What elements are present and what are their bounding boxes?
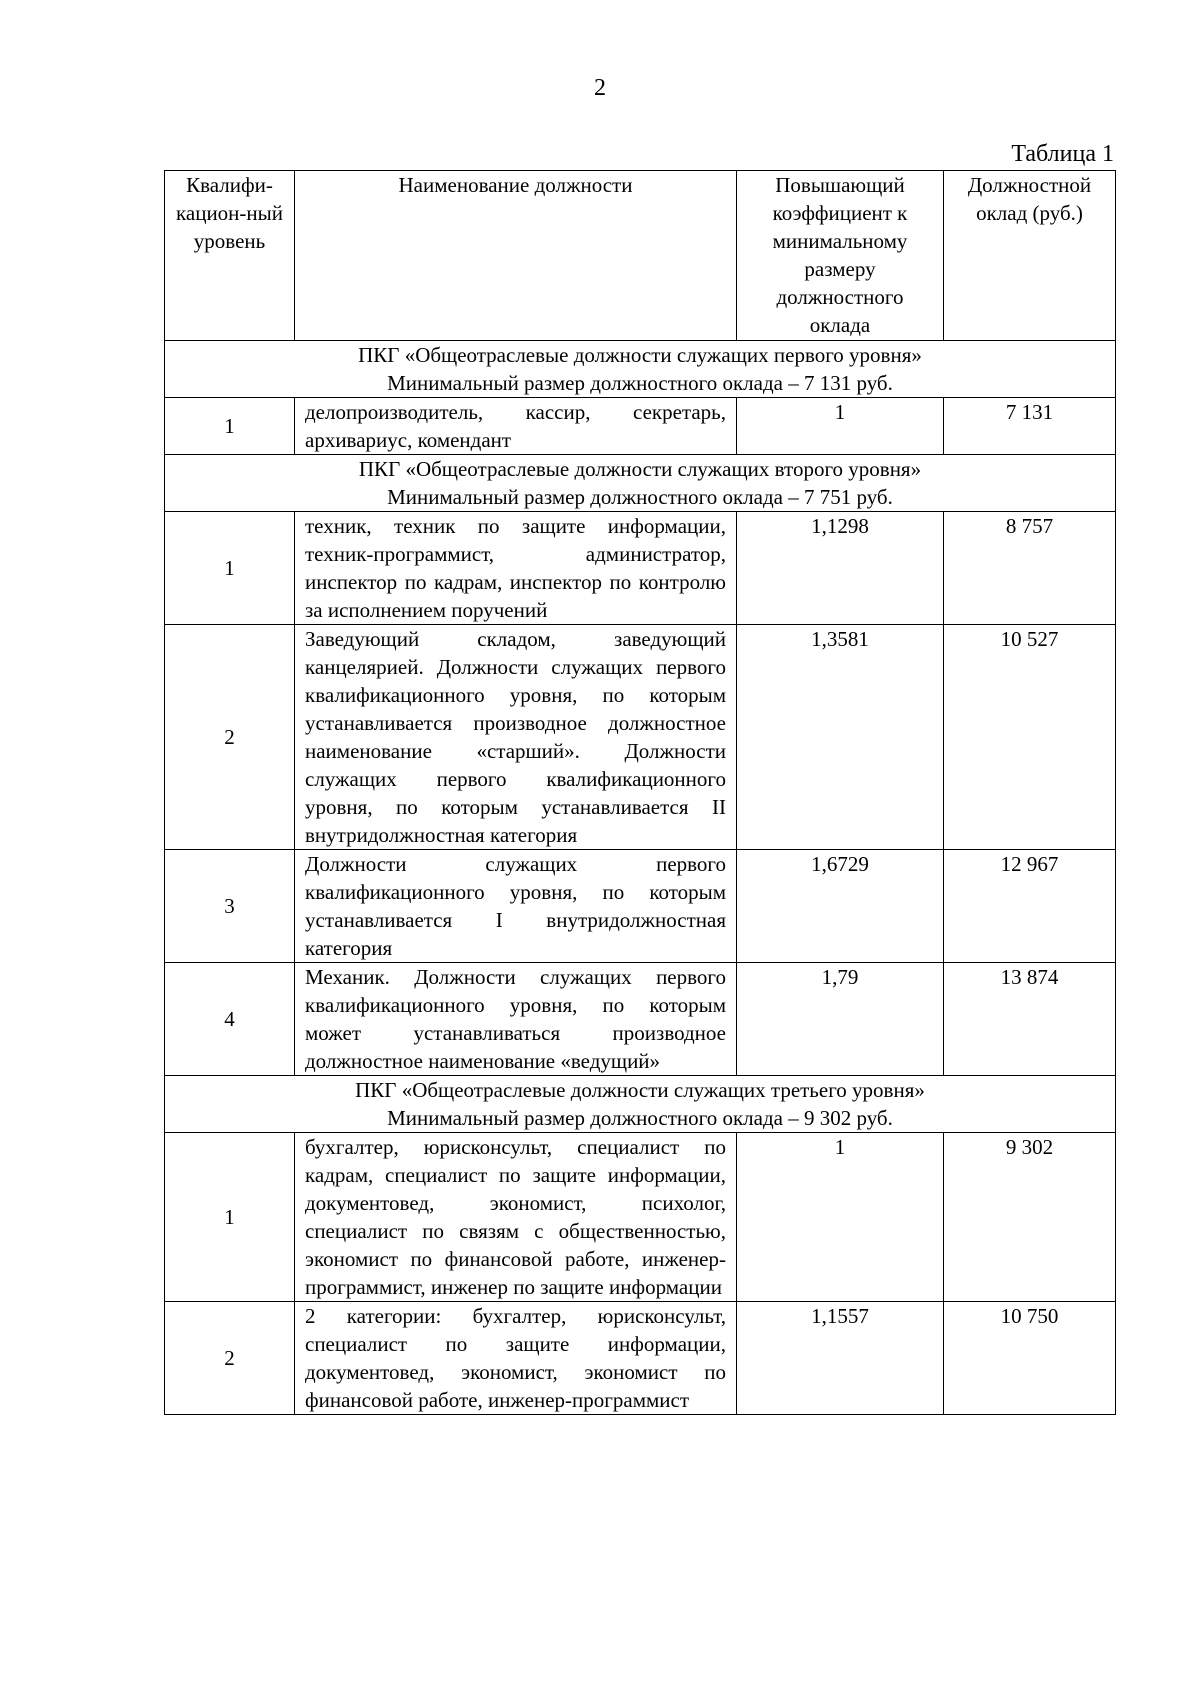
coefficient-cell: 1,1298 bbox=[737, 512, 944, 625]
coefficient-cell: 1,6729 bbox=[737, 850, 944, 963]
level-cell: 4 bbox=[165, 963, 295, 1076]
salary-cell: 12 967 bbox=[944, 850, 1116, 963]
salary-cell: 8 757 bbox=[944, 512, 1116, 625]
position-name-cell: бухгалтер, юрисконсульт, специалист по кадрам, специалист по защите информации, документовед, экономист, психолог, специалист по связям с общественностью, экономист по финансовой работе, инженер-программист, инженер по защите информации bbox=[295, 1133, 737, 1302]
salary-cell: 7 131 bbox=[944, 398, 1116, 455]
position-name-cell: Механик. Должности служащих первого квалификационного уровня, по которым может устанавливаться производное должностное наименование «ведущий» bbox=[295, 963, 737, 1076]
position-name-cell: Должности служащих первого квалификационного уровня, по которым устанавливается I внутридолжностная категория bbox=[295, 850, 737, 963]
salary-cell: 9 302 bbox=[944, 1133, 1116, 1302]
coefficient-cell: 1 bbox=[737, 1133, 944, 1302]
table-row bbox=[165, 850, 1116, 963]
position-name-cell: техник, техник по защите информации, техник-программист, администратор, инспектор по кадрам, инспектор по контролю за исполнением поручений bbox=[295, 512, 737, 625]
level-cell: 3 bbox=[165, 850, 295, 963]
level-cell: 1 bbox=[165, 512, 295, 625]
table-row bbox=[165, 1302, 1116, 1415]
group-header-cell bbox=[165, 1076, 1116, 1133]
table-body bbox=[165, 341, 1116, 1415]
salary-table bbox=[164, 170, 1116, 1415]
header-name: Наименование должности bbox=[295, 171, 737, 341]
header-level: Квалифи-кацион-ный уровень bbox=[165, 171, 295, 341]
header-salary: Должностной оклад (руб.) bbox=[944, 171, 1116, 341]
group-title: ПКГ «Общеотраслевые должности служащих третьего уровня» bbox=[355, 1078, 925, 1102]
page-number: 2 bbox=[594, 75, 606, 101]
group-title: ПКГ «Общеотраслевые должности служащих первого уровня» bbox=[358, 343, 922, 367]
level-cell: 1 bbox=[165, 1133, 295, 1302]
coefficient-cell: 1,1557 bbox=[737, 1302, 944, 1415]
group-header-cell bbox=[165, 455, 1116, 512]
coefficient-cell: 1,79 bbox=[737, 963, 944, 1076]
salary-cell: 13 874 bbox=[944, 963, 1116, 1076]
header-coefficient: Повышающий коэффициент к минимальному размеру должностного оклада bbox=[737, 171, 944, 341]
group-header-row bbox=[165, 1076, 1116, 1133]
group-min-salary: Минимальный размер должностного оклада – 7 131 руб. bbox=[387, 371, 893, 395]
level-cell: 2 bbox=[165, 1302, 295, 1415]
table-row bbox=[165, 1133, 1116, 1302]
header-row bbox=[165, 171, 1116, 341]
table-caption: Таблица 1 bbox=[1011, 141, 1114, 167]
position-name-cell: делопроизводитель, кассир, секретарь, архивариус, комендант bbox=[295, 398, 737, 455]
table-row bbox=[165, 512, 1116, 625]
level-cell: 2 bbox=[165, 625, 295, 850]
coefficient-cell: 1 bbox=[737, 398, 944, 455]
group-min-salary: Минимальный размер должностного оклада – 7 751 руб. bbox=[387, 485, 893, 509]
group-header-row bbox=[165, 455, 1116, 512]
position-name-cell: Заведующий складом, заведующий канцелярией. Должности служащих первого квалификационного уровня, по которым устанавливается производное должностное наименование «старший». Должности служащих первого квалификационного уровня, по которым устанавливается II внутридолжностная категория bbox=[295, 625, 737, 850]
level-cell: 1 bbox=[165, 398, 295, 455]
coefficient-cell: 1,3581 bbox=[737, 625, 944, 850]
table-row bbox=[165, 963, 1116, 1076]
group-header-row bbox=[165, 341, 1116, 398]
group-header-cell bbox=[165, 341, 1116, 398]
group-min-salary: Минимальный размер должностного оклада – 9 302 руб. bbox=[387, 1106, 893, 1130]
table-row bbox=[165, 625, 1116, 850]
table-row bbox=[165, 398, 1116, 455]
salary-cell: 10 750 bbox=[944, 1302, 1116, 1415]
position-name-cell: 2 категории: бухгалтер, юрисконсульт, специалист по защите информации, документовед, экономист, экономист по финансовой работе, инженер-программист bbox=[295, 1302, 737, 1415]
group-title: ПКГ «Общеотраслевые должности служащих второго уровня» bbox=[358, 457, 922, 481]
salary-cell: 10 527 bbox=[944, 625, 1116, 850]
